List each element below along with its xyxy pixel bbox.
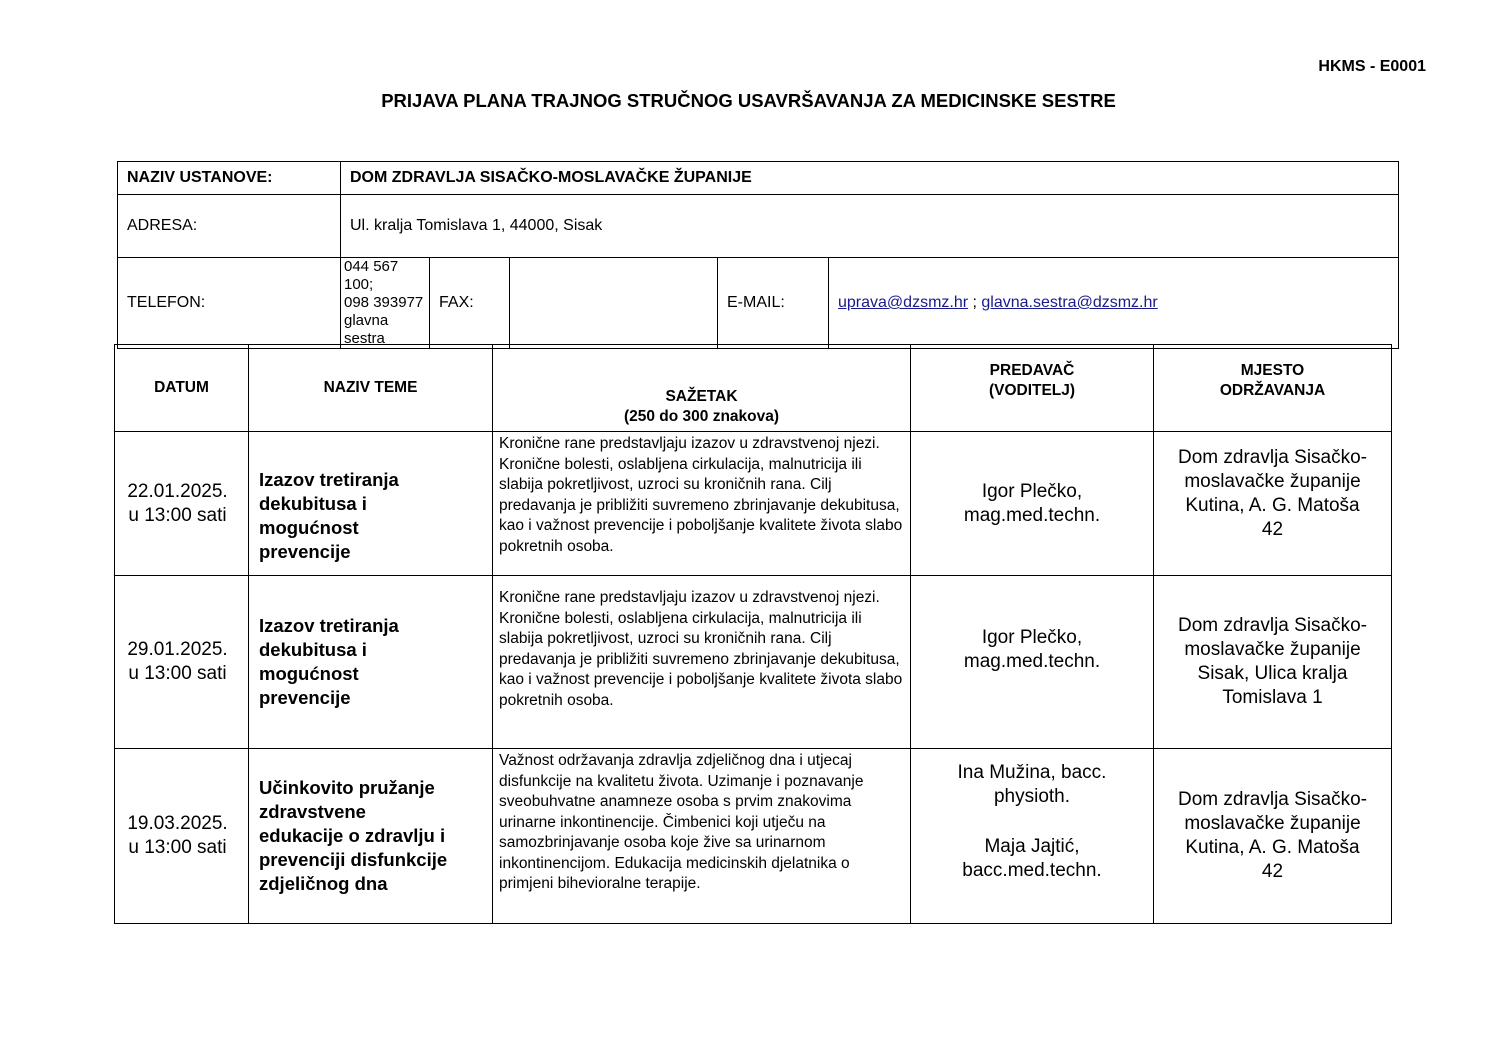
topic-line: edukacije o zdravlju i xyxy=(259,825,446,846)
row-topic xyxy=(249,576,493,749)
place-line: Sisak, Ulica kralja xyxy=(1197,663,1348,684)
row-date xyxy=(115,576,249,749)
lecturer-line: Maja Jajtić, xyxy=(984,836,1080,857)
time-line: u 13:00 sati xyxy=(128,504,227,526)
row-summary: Važnost održavanja zdravlja zdjeličnog dna i utjecaj disfunkcije na kvalitetu života. Uzimanje i poznavanje sveobuhvatne anamneze osoba s prvim znakovima urinarne inkontinencije. Čimbenici koji utječu na samozbrinjavanje osoba koje žive sa urinarnom inkontinencijom. Edukacija medicinskih djelatnika o primjeni bihevioralne terapije. xyxy=(493,749,911,924)
place-line: Kutina, A. G. Matoša xyxy=(1185,495,1360,516)
institution-address-row xyxy=(118,195,1399,258)
form-code: HKMS - E0001 xyxy=(1318,58,1426,75)
row-topic xyxy=(249,749,493,924)
email-link-uprava[interactable]: uprava@dzsmz.hr xyxy=(838,294,969,311)
row-summary: Kronične rane predstavljaju izazov u zdravstvenoj njezi. Kronične bolesti, oslabljena cirkulacija, malnutricija ili slabija pokretljivost, uzroci su kroničnih rana. Cilj predavanja je približiti suvremeno zbrinjavanje dekubitusa, kao i važnost prevencije i poboljšanje kvalitete života slabo pokretnih osoba. xyxy=(493,576,911,749)
header-date: DATUM xyxy=(115,345,249,432)
place-line: 42 xyxy=(1261,519,1284,540)
date-line: 29.01.2025. xyxy=(127,639,228,660)
header-place xyxy=(1154,345,1392,432)
topic-line: dekubitusa i xyxy=(259,493,367,514)
schedule-header-row xyxy=(115,345,1392,432)
lecturer-line: bacc.med.techn. xyxy=(962,860,1102,881)
table-row xyxy=(115,749,1392,924)
place-line: Dom zdravlja Sisačko- xyxy=(1178,447,1367,468)
header-place-line: MJESTO xyxy=(1240,362,1305,379)
row-place xyxy=(1154,576,1392,749)
institution-table xyxy=(117,161,1399,349)
topic-line: prevencije xyxy=(259,687,351,708)
topic-line: mogućnost xyxy=(259,663,359,684)
topic-line: mogućnost xyxy=(259,517,359,538)
topic-line: Izazov tretiranja xyxy=(259,615,399,636)
institution-name-value: DOM ZDRAVLJA SISAČKO-MOSLAVAČKE ŽUPANIJE xyxy=(341,162,1399,195)
table-row xyxy=(115,432,1392,576)
place-line: Kutina, A. G. Matoša xyxy=(1185,837,1360,858)
header-lecturer-line: PREDAVAČ xyxy=(989,362,1075,379)
topic-line: zdjeličnog dna xyxy=(259,873,388,894)
phone-line: 044 567 100; xyxy=(344,258,399,293)
lecturer-line: Igor Plečko, xyxy=(981,627,1083,648)
row-summary: Kronične rane predstavljaju izazov u zdravstvenoj njezi. Kronične bolesti, oslabljena cirkulacija, malnutricija ili slabija pokretljivost, uzroci su kroničnih rana. Cilj predavanja je približiti suvremeno zbrinjavanje dekubitusa, kao i važnost prevencije i poboljšanje kvalitete života slabo pokretnih osoba. xyxy=(493,432,911,576)
fax-label: FAX: xyxy=(430,258,510,349)
place-line: Dom zdravlja Sisačko- xyxy=(1178,615,1367,636)
lecturer-line: mag.med.techn. xyxy=(963,504,1101,526)
header-summary xyxy=(493,345,911,432)
phone-label: TELEFON: xyxy=(118,258,341,349)
header-place-line: ODRŽAVANJA xyxy=(1219,382,1326,399)
topic-line: dekubitusa i xyxy=(259,639,367,660)
header-summary-line: SAŽETAK xyxy=(665,388,738,405)
header-lecturer-line: (VODITELJ) xyxy=(988,382,1076,399)
place-line: Tomislava 1 xyxy=(1222,687,1323,708)
date-line: 19.03.2025. xyxy=(127,813,228,834)
header-lecturer xyxy=(911,345,1154,432)
row-lecturer xyxy=(911,576,1154,749)
topic-line: prevenciji disfunkcije xyxy=(259,849,448,870)
row-date xyxy=(115,432,249,576)
row-lecturer xyxy=(911,432,1154,576)
place-line: Dom zdravlja Sisačko- xyxy=(1178,789,1367,810)
address-label: ADRESA: xyxy=(118,195,341,258)
institution-contact-row xyxy=(118,258,1399,349)
date-line: 22.01.2025. xyxy=(127,480,228,502)
phone-line: 098 393977 glavna xyxy=(344,294,424,329)
schedule-table xyxy=(114,344,1392,924)
phone-value xyxy=(341,258,430,349)
header-summary-line: (250 do 300 znakova) xyxy=(623,408,780,425)
address-value: Ul. kralja Tomislava 1, 44000, Sisak xyxy=(341,195,1399,258)
row-lecturer xyxy=(911,749,1154,924)
email-value xyxy=(829,258,1399,349)
place-line: moslavačke županije xyxy=(1184,471,1361,492)
row-place xyxy=(1154,749,1392,924)
topic-line: Učinkovito pružanje xyxy=(259,777,435,798)
fax-value xyxy=(510,258,718,349)
time-line: u 13:00 sati xyxy=(128,837,227,858)
email-separator: ; xyxy=(968,294,982,311)
row-topic xyxy=(249,432,493,576)
place-line: moslavačke županije xyxy=(1184,813,1361,834)
institution-name-label: NAZIV USTANOVE: xyxy=(118,162,341,195)
place-line: 42 xyxy=(1261,861,1284,882)
place-line: moslavačke županije xyxy=(1184,639,1361,660)
page-title: PRIJAVA PLANA TRAJNOG STRUČNOG USAVRŠAVANJA ZA MEDICINSKE SESTRE xyxy=(381,90,1116,111)
time-line: u 13:00 sati xyxy=(128,663,227,684)
lecturer-line: Igor Plečko, xyxy=(981,480,1083,502)
lecturer-line: Ina Mužina, bacc. xyxy=(957,762,1107,783)
table-row xyxy=(115,576,1392,749)
row-date xyxy=(115,749,249,924)
topic-line: Izazov tretiranja xyxy=(259,469,399,490)
lecturer-line: mag.med.techn. xyxy=(963,651,1101,672)
institution-name-row xyxy=(118,162,1399,195)
email-link-glavna-sestra[interactable]: glavna.sestra@dzsmz.hr xyxy=(981,294,1158,311)
lecturer-line: physioth. xyxy=(993,786,1071,807)
email-label: E-MAIL: xyxy=(718,258,829,349)
row-place xyxy=(1154,432,1392,576)
topic-line: zdravstvene xyxy=(259,801,366,822)
header-topic: NAZIV TEME xyxy=(249,345,493,432)
phone-line: sestra xyxy=(344,330,385,347)
topic-line: prevencije xyxy=(259,541,351,562)
